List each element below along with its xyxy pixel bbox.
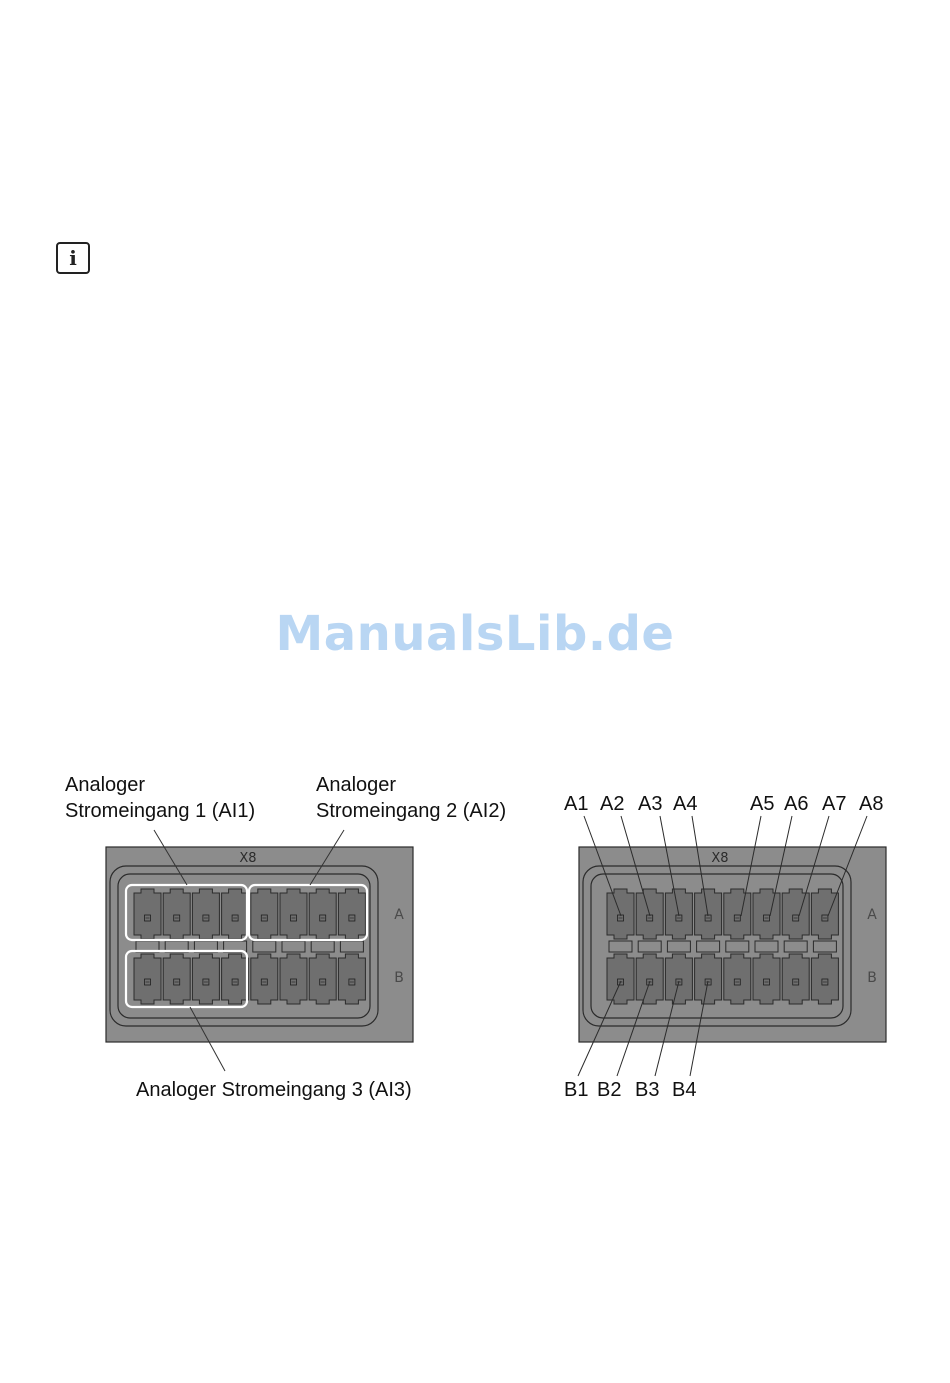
left-terminal-a1	[134, 889, 161, 939]
pin-label-a4: A4	[673, 793, 698, 815]
right-terminal-a5	[724, 889, 751, 939]
pin-label-a6: A6	[784, 793, 809, 815]
left-terminal-b6	[280, 954, 307, 1004]
watermark: ManualsLib.de	[275, 606, 675, 662]
right-separator-slot	[755, 941, 778, 952]
right-separator-slot	[697, 941, 720, 952]
group-ai3-label: Analoger Stromeingang 3 (AI3)	[136, 1079, 412, 1101]
right-x8-label: X8	[711, 851, 729, 866]
right-separator-slot	[813, 941, 836, 952]
right-terminal-a8	[811, 889, 838, 939]
right-row-a-label: A	[867, 907, 877, 923]
left-terminal-a4	[222, 889, 249, 939]
left-terminal-a6	[280, 889, 307, 939]
group-ai2-line2: Stromeingang 2 (AI2)	[316, 800, 507, 822]
right-separator-slot	[784, 941, 807, 952]
right-separator-slot	[609, 941, 632, 952]
pin-label-a7: A7	[822, 793, 847, 815]
right-terminal-b7	[782, 954, 809, 1004]
left-connector	[106, 830, 413, 1071]
group-ai1-line2: Stromeingang 1 (AI1)	[65, 800, 256, 822]
left-terminal-b2	[163, 954, 190, 1004]
left-terminal-b8	[338, 954, 365, 1004]
right-separator-slot	[726, 941, 749, 952]
left-terminal-b7	[309, 954, 336, 1004]
pin-label-a5: A5	[750, 793, 775, 815]
pin-label-a1: A1	[564, 793, 589, 815]
pin-label-a3: A3	[638, 793, 663, 815]
right-terminal-b5	[724, 954, 751, 1004]
left-row-b-label: B	[394, 970, 404, 986]
left-terminal-a8	[338, 889, 365, 939]
left-terminal-a3	[192, 889, 219, 939]
group-ai1-line1: Analoger	[65, 774, 146, 796]
left-terminal-b4	[222, 954, 249, 1004]
right-terminal-b8	[811, 954, 838, 1004]
right-terminal-b3	[665, 954, 692, 1004]
left-row-a-label: A	[394, 907, 404, 923]
left-x8-label: X8	[239, 851, 257, 866]
left-terminal-b1	[134, 954, 161, 1004]
right-terminal-b6	[753, 954, 780, 1004]
right-terminal-a6	[753, 889, 780, 939]
pin-label-a2: A2	[600, 793, 625, 815]
right-connector	[578, 816, 886, 1076]
right-terminal-b2	[636, 954, 663, 1004]
left-terminal-a7	[309, 889, 336, 939]
right-separator-slot	[667, 941, 690, 952]
left-terminal-b5	[251, 954, 278, 1004]
group-ai2-line1: Analoger	[316, 774, 397, 796]
pin-label-b3: B3	[635, 1079, 660, 1101]
pin-label-b4: B4	[672, 1079, 697, 1101]
right-separator-slot	[638, 941, 661, 952]
right-row-b-label: B	[867, 970, 877, 986]
left-terminal-b3	[192, 954, 219, 1004]
pin-label-a8: A8	[859, 793, 884, 815]
left-terminal-a5	[251, 889, 278, 939]
right-terminal-b1	[607, 954, 634, 1004]
pin-label-b1: B1	[564, 1079, 589, 1101]
info-glyph: i	[69, 246, 77, 270]
right-terminal-b4	[695, 954, 722, 1004]
left-terminal-a2	[163, 889, 190, 939]
pin-label-b2: B2	[597, 1079, 622, 1101]
